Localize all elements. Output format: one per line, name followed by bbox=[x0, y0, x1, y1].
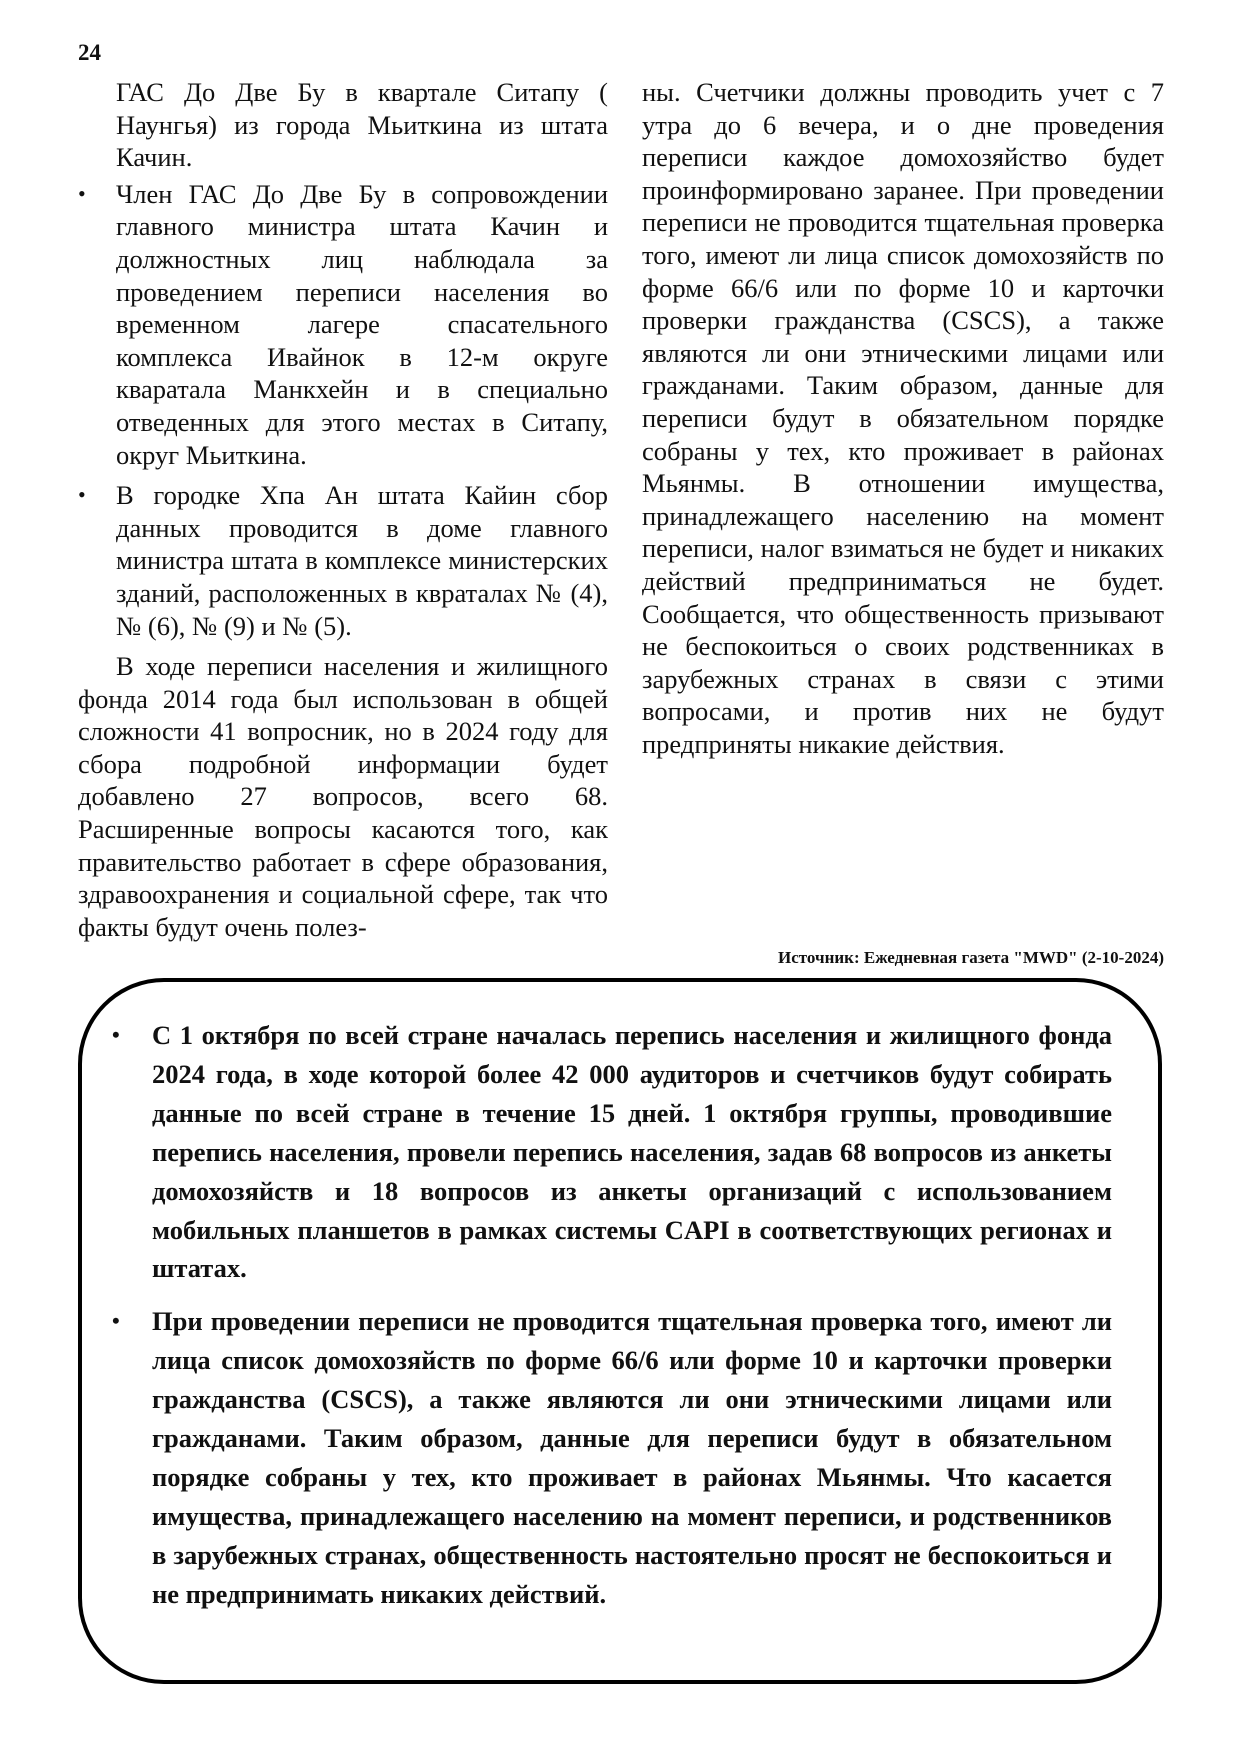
left-bullet-item: • В городке Хпа Ан штата Кайин сбор данных проводится в доме главного министра штата в комплексе министерских зданий, расположенных в квраталах № (4), № (6), № (9) и № (5). bbox=[78, 479, 608, 642]
summary-bullet-item: • С 1 октября по всей стране началась перепись населения и жилищного фонда 2024 года, в ходе которой более 42 000 аудиторов и счетчиков будут собирать данные по всей стране в течение 15 дней. 1 октября группы, проводившие перепись населения, провели перепись населения, задав 68 вопросов из анкеты домохозяйств и 18 вопросов из анкеты организаций с использованием мобильных планшетов в рамках системы CAPI в соответствующих регионах и штатах. bbox=[112, 1016, 1112, 1288]
left-bullet-item: • Член ГАС До Две Бу в сопровождении главного министра штата Качин и должностных лиц наблюдала за проведением переписи населения во временном лагере спасательного комплекса Ивайнок в 12-м округе кваратала Манкхейн и в специально отведенных для этого местах в Ситапу, округ Мьиткина. bbox=[78, 178, 608, 471]
continuation-text: ГАС До Две Бу в квартале Ситапу ( Наунгья) из города Мьиткина из штата Качин. bbox=[116, 77, 608, 173]
summary-bullet-item: • При проведении переписи не проводится тщательная проверка того, имеют ли лица список домохозяйств по форме 66/6 или форме 10 и карточки проверки гражданства (CSCS), а также являются ли они этническими лицами или гражданами. Таким образом, данные для переписи будут в обязательном порядке собраны у тех, кто проживает в районах Мьянмы. Что касается имущества, принадлежащего населению на момент переписи, и родственников в зарубежных странах, общественность настоятельно просят не беспокоиться и не предпринимать никаких действий. bbox=[112, 1302, 1112, 1613]
summary-box bbox=[78, 978, 1162, 1684]
source-citation: Источник: Ежедневная газета "MWD" (2-10-2024) bbox=[778, 948, 1164, 967]
page-number: 24 bbox=[78, 40, 101, 65]
left-bullet-list bbox=[78, 178, 608, 642]
right-paragraph: ны. Счетчики должны проводить учет с 7 утра до 6 вечера, и о дне проведения переписи каждое домохозяйство будет проинформировано заранее. При проведении переписи не проводится тщательная проверка того, имеют ли лица список домохозяйств по форме 66/6 или по форме 10 и карточки проверки гражданства (CSCS), а также являются ли они этническими лицами или гражданами. Таким образом, данные для переписи будут в обязательном порядке собраны у тех, кто проживает в районах Мьянмы. В отношении имущества, принадлежащего населению на момент переписи, налог взиматься не будет и никаких действий предприниматься не будет. Сообщается, что общественность призывают не беспокоиться о своих родственниках в зарубежных странах в связи с этими вопросами, и против них не будут предприняты никакие действия. bbox=[642, 77, 1164, 759]
right-column bbox=[642, 76, 1164, 760]
left-paragraph: В ходе переписи населения и жилищного фонда 2014 года был использован в общей сложности 41 вопросник, но в 2024 году для сбора подробной информации будет добавлено 27 вопросов, всего 68. Расширенные вопросы касаются того, как правительство работает в сфере образования, здравоохранения и социальной сфере, так что факты будут очень полез- bbox=[78, 651, 608, 942]
left-column bbox=[78, 76, 608, 943]
summary-bullet-list bbox=[112, 1016, 1112, 1628]
